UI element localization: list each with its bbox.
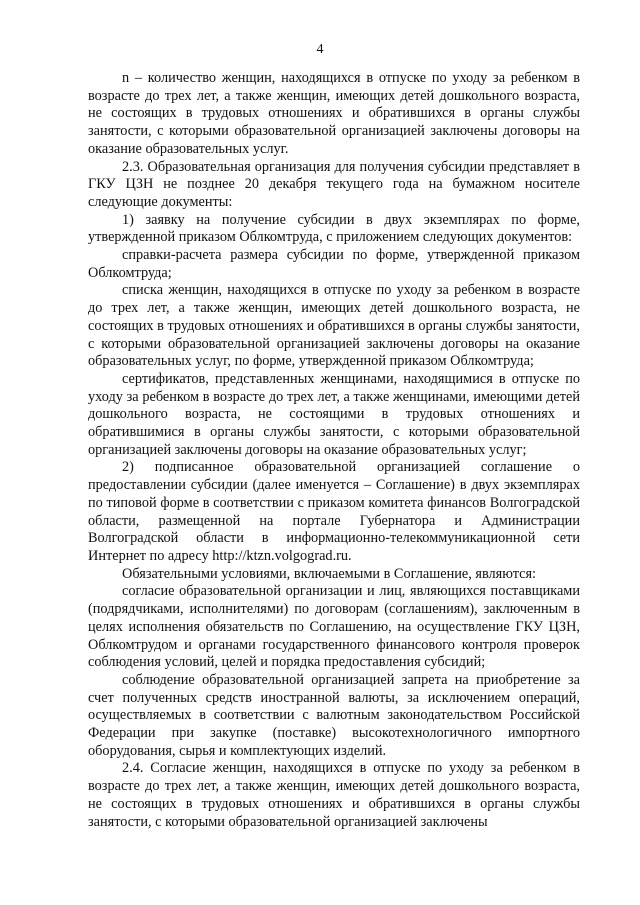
paragraph-certificates: сертификатов, представленных женщинами, находящимися в отпуске по уходу за ребенком в возрасте до трех лет, а также женщинами, имеющими детей дошкольного возраста, не состоящими в трудовых отношениях и обратившимися в органы службы занятости, с которыми образовательной организацией заключены договоры на оказание образовательных услуг; [88,370,580,458]
page-number: 4 [316,42,324,57]
document-body [88,70,580,831]
paragraph-women-list: списка женщин, находящихся в отпуске по уходу за ребенком в возрасте до трех лет, а также женщин, имеющих детей дошкольного возраста, не состоящих в трудовых отношениях и обратившихся в органы службы занятости, с которыми образовательной организацией заключены договоры на оказание образовательных услуг, по форме, утвержденной приказом Облкомтруда; [88,282,580,370]
paragraph-n-definition: n – количество женщин, находящихся в отпуске по уходу за ребенком в возрасте до трех лет, а также женщин, имеющих детей дошкольного возраста, не состоящих в трудовых отношениях и обратившихся в органы службы занятости, с которыми образовательной организацией заключены договоры на оказание образовательных услуг. [88,70,580,157]
paragraph-consent-control: согласие образовательной организации и лиц, являющихся поставщиками (подрядчиками, исполнителями) по договорам (соглашениям), заключенным в целях исполнения обязательств по Соглашению, на осуществление ГКУ ЦЗН, Облкомтрудом и органами государственного финансового контроля проверок соблюдения условий, целей и порядка предоставления субсидий; [88,583,580,671]
paragraph-calculation-certificate: справки-расчета размера субсидии по форме, утвержденной приказом Облкомтруда; [88,247,580,281]
paragraph-item-2-agreement: 2) подписанное образовательной организацией соглашение о предоставлении субсидии (далее именуется – Соглашение) в двух экземплярах по типовой форме в соответствии с приказом комитета финансов Волгоградской области, размещенной на портале Губернатора и Администрации Волгоградской области в информационно-телекоммуникационной сети Интернет по адресу http://ktzn.volgograd.ru. [88,459,580,564]
paragraph-mandatory-conditions: Обязательными условиями, включаемыми в Соглашение, являются: [122,565,537,582]
paragraph-currency-ban: соблюдение образовательной организацией запрета на приобретение за счет полученных средств иностранной валюты, за исключением операций, осуществляемых в соответствии с валютным законодательством Российской Федерации при закупке (поставке) высокотехнологичного импортного оборудования, сырья и комплектующих изделий. [88,671,580,759]
paragraph-2-4: 2.4. Согласие женщин, находящихся в отпуске по уходу за ребенком в возрасте до трех лет, а также женщин, имеющих детей дошкольного возраста, не состоящих в трудовых отношениях и обратившихся в органы службы занятости, с которыми образовательной организацией заключены [88,760,580,830]
paragraph-item-1-application: 1) заявку на получение субсидии в двух экземплярах по форме, утвержденной приказом Облкомтруда, с приложением следующих документов: [88,211,580,246]
paragraph-2-3: 2.3. Образовательная организация для получения субсидии представляет в ГКУ ЦЗН не позднее 20 декабря текущего года на бумажном носителе следующие документы: [88,158,580,210]
